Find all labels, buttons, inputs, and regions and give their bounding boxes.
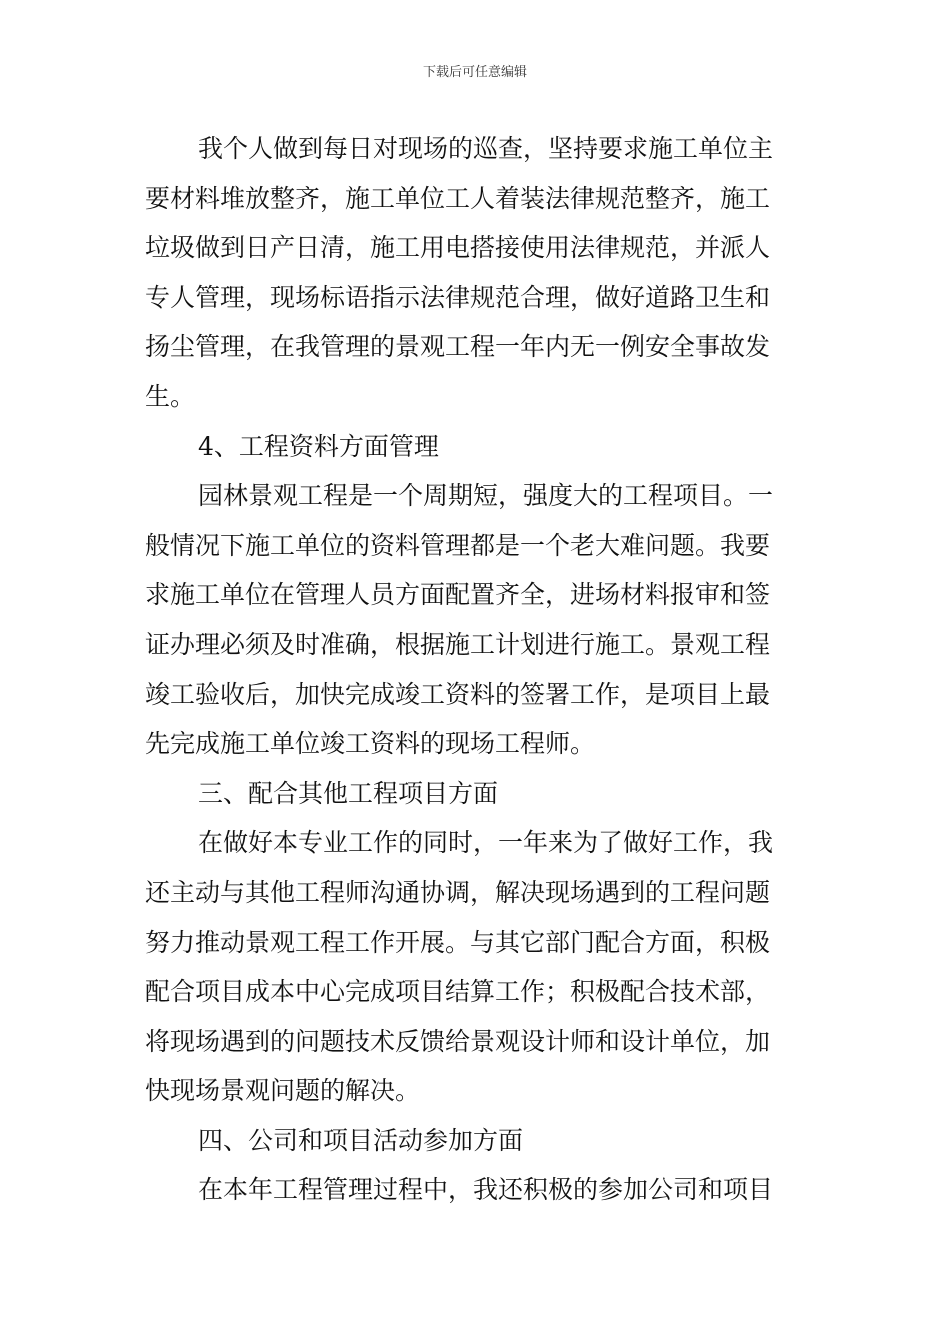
paragraph-line: 努力推动景观工程工作开展。与其它部门配合方面，积极: [145, 927, 771, 957]
paragraph-line: 求施工单位在管理人员方面配置齐全，进场材料报审和签: [145, 580, 771, 610]
section-heading: 四、公司和项目活动参加方面: [198, 1125, 524, 1155]
paragraph-line: 快现场景观问题的解决。: [145, 1076, 421, 1106]
paragraph-line: 将现场遇到的问题技术反馈给景观设计师和设计单位，加: [145, 1026, 771, 1056]
paragraph-line: 扬尘管理，在我管理的景观工程一年内无一例安全事故发: [145, 332, 771, 362]
paragraph-line: 我个人做到每日对现场的巡查，坚持要求施工单位主: [198, 134, 774, 163]
paragraph-line: 竣工验收后，加快完成竣工资料的签署工作，是项目上最: [145, 679, 771, 709]
section-heading: 三、配合其他工程项目方面: [198, 778, 499, 808]
paragraph-line: 园林景观工程是一个周期短，强度大的工程项目。一: [198, 481, 774, 511]
section-heading: 4、工程资料方面管理: [198, 431, 439, 461]
page-header: 下载后可任意编辑: [422, 65, 527, 80]
paragraph-line: 配合项目成本中心完成项目结算工作；积极配合技术部，: [145, 977, 771, 1007]
document-body: [145, 124, 807, 1215]
paragraph-line: 还主动与其他工程师沟通协调，解决现场遇到的工程问题: [145, 877, 771, 907]
paragraph-line: 先完成施工单位竣工资料的现场工程师。: [145, 729, 596, 759]
paragraph-line: 垃圾做到日产日清，施工用电搭接使用法律规范，并派人: [145, 233, 771, 263]
paragraph-line: 般情况下施工单位的资料管理都是一个老大难问题。我要: [145, 530, 771, 560]
paragraph-line: 在做好本专业工作的同时，一年来为了做好工作，我: [198, 828, 774, 858]
paragraph-line: 证办理必须及时准确，根据施工计划进行施工。景观工程: [145, 629, 771, 659]
paragraph-line: 在本年工程管理过程中，我还积极的参加公司和项目: [198, 1175, 774, 1205]
paragraph-line: 要材料堆放整齐，施工单位工人着装法律规范整齐，施工: [145, 183, 771, 213]
paragraph-line: 专人管理，现场标语指示法律规范合理，做好道路卫生和: [145, 282, 771, 312]
paragraph-line: 生。: [145, 381, 196, 411]
